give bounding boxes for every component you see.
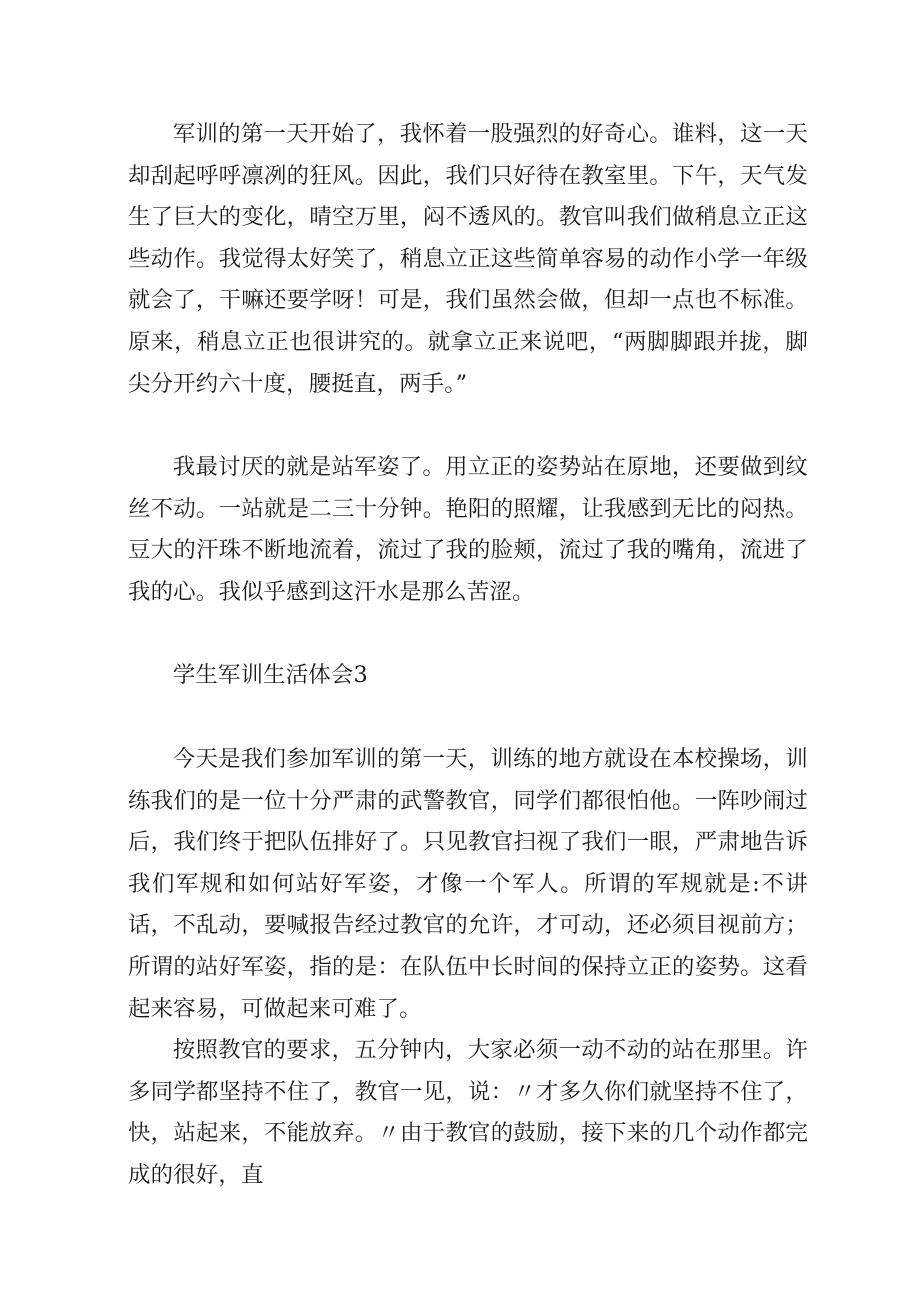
paragraph-3: 今天是我们参加军训的第一天，训练的地方就设在本校操场，训练我们的是一位十分严肃的武警教官，同学们都很怕他。一阵吵闹过后，我们终于把队伍排好了。只见教官扫视了我们一眼，严肃地告诉我们军规和如何站好军姿，才像一个军人。所谓的军规就是:不讲话，不乱动，要喊报告经过教官的允许，才可动，还必须目视前方；所谓的站好军姿，指的是：在队伍中长时间的保持立正的姿势。这看起来容易，可做起来可难了。 bbox=[128, 746, 808, 1022]
section-heading: 学生军训生活体会3 bbox=[172, 662, 368, 688]
paragraph-4: 按照教官的要求，五分钟内，大家必须一动不动的站在那里。许多同学都坚持不住了，教官一见，说：〃才多久你们就坚持不住了，快，站起来，不能放弃。〃由于教官的鼓励，接下来的几个动作都完成的很好，直 bbox=[128, 1037, 808, 1188]
paragraph-2: 我最讨厌的就是站军姿了。用立正的姿势站在原地，还要做到纹丝不动。一站就是二三十分钟。艳阳的照耀，让我感到无比的闷热。豆大的汗珠不断地流着，流过了我的脸颊，流过了我的嘴角，流进了我的心。我似乎感到这汗水是那么苦涩。 bbox=[128, 454, 808, 605]
paragraph-1: 军训的第一天开始了，我怀着一股强烈的好奇心。谁料，这一天却刮起呼呼凛冽的狂风。因此，我们只好待在教室里。下午，天气发生了巨大的变化，晴空万里，闷不透风的。教官叫我们做稍息立正这些动作。我觉得太好笑了，稍息立正这些简单容易的动作小学一年级就会了，干嘛还要学呀！可是，我们虽然会做，但却一点也不标准。原来，稍息立正也很讲究的。就拿立正来说吧，“两脚脚跟并拢，脚尖分开约六十度，腰挺直，两手。” bbox=[128, 121, 808, 397]
